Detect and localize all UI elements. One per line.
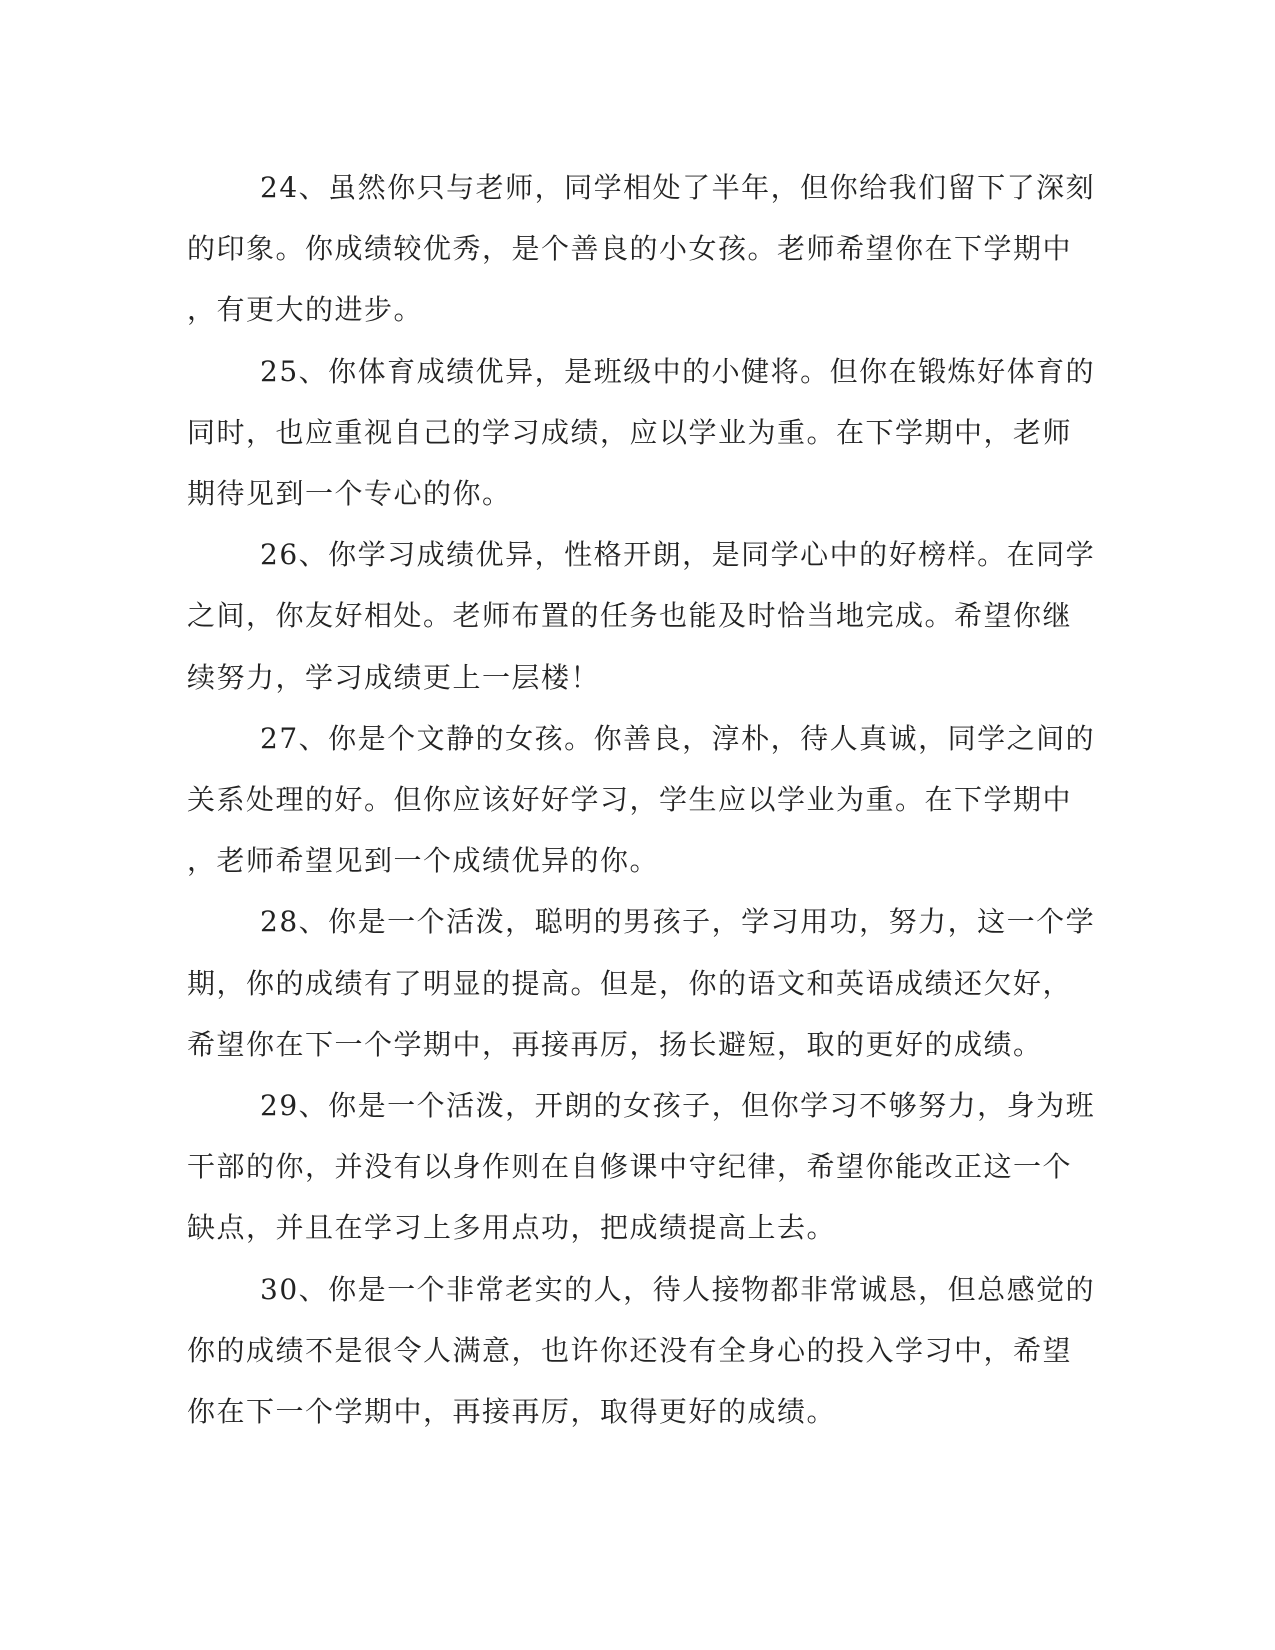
paragraph-line: 缺点，并且在学习上多用点功，把成绩提高上去。 bbox=[187, 1211, 837, 1245]
paragraph-line: 续努力，学习成绩更上一层楼！ bbox=[187, 660, 601, 694]
paragraph-28 bbox=[187, 891, 1096, 1075]
paragraph-line: 你在下一个学期中，再接再厉，取得更好的成绩。 bbox=[187, 1395, 837, 1429]
paragraph-24 bbox=[187, 157, 1096, 341]
document-body bbox=[187, 157, 1096, 1442]
paragraph-line: 27、你是个文静的女孩。你善良，淳朴，待人真诚，同学之间的 bbox=[260, 721, 1096, 755]
paragraph-line: 干部的你，并没有以身作则在自修课中守纪律，希望你能改正这一个 bbox=[187, 1150, 1073, 1184]
paragraph-line: 同时，也应重视自己的学习成绩，应以学业为重。在下学期中，老师 bbox=[187, 415, 1073, 449]
paragraph-line: 期，你的成绩有了明显的提高。但是，你的语文和英语成绩还欠好， bbox=[187, 966, 1073, 1000]
paragraph-line: 24、虽然你只与老师，同学相处了半年，但你给我们留下了深刻 bbox=[260, 171, 1096, 204]
paragraph-27 bbox=[187, 708, 1096, 892]
paragraph-line: 希望你在下一个学期中，再接再厉，扬长避短，取的更好的成绩。 bbox=[187, 1027, 1043, 1061]
paragraph-line: 你的成绩不是很令人满意，也许你还没有全身心的投入学习中，希望 bbox=[187, 1333, 1073, 1367]
paragraph-line: 的印象。你成绩较优秀，是个善良的小女孩。老师希望你在下学期中 bbox=[187, 232, 1073, 266]
paragraph-line: 28、你是一个活泼，聪明的男孩子，学习用功，努力，这一个学 bbox=[260, 905, 1096, 939]
paragraph-line: 25、你体育成绩优异，是班级中的小健将。但你在锻炼好体育的 bbox=[260, 354, 1096, 388]
paragraph-line: ，老师希望见到一个成绩优异的你。 bbox=[187, 844, 660, 878]
paragraph-line: 期待见到一个专心的你。 bbox=[187, 477, 512, 511]
paragraph-25 bbox=[187, 341, 1096, 525]
paragraph-30 bbox=[187, 1259, 1096, 1443]
paragraph-26 bbox=[187, 524, 1096, 708]
paragraph-line: 之间，你友好相处。老师布置的任务也能及时恰当地完成。希望你继 bbox=[187, 599, 1073, 633]
paragraph-29 bbox=[187, 1075, 1096, 1259]
paragraph-line: ，有更大的进步。 bbox=[187, 293, 424, 327]
paragraph-line: 关系处理的好。但你应该好好学习，学生应以学业为重。在下学期中 bbox=[187, 783, 1073, 817]
paragraph-line: 30、你是一个非常老实的人，待人接物都非常诚恳，但总感觉的 bbox=[260, 1272, 1096, 1306]
paragraph-line: 29、你是一个活泼，开朗的女孩子，但你学习不够努力，身为班 bbox=[260, 1089, 1096, 1123]
paragraph-line: 26、你学习成绩优异，性格开朗，是同学心中的好榜样。在同学 bbox=[260, 538, 1096, 572]
